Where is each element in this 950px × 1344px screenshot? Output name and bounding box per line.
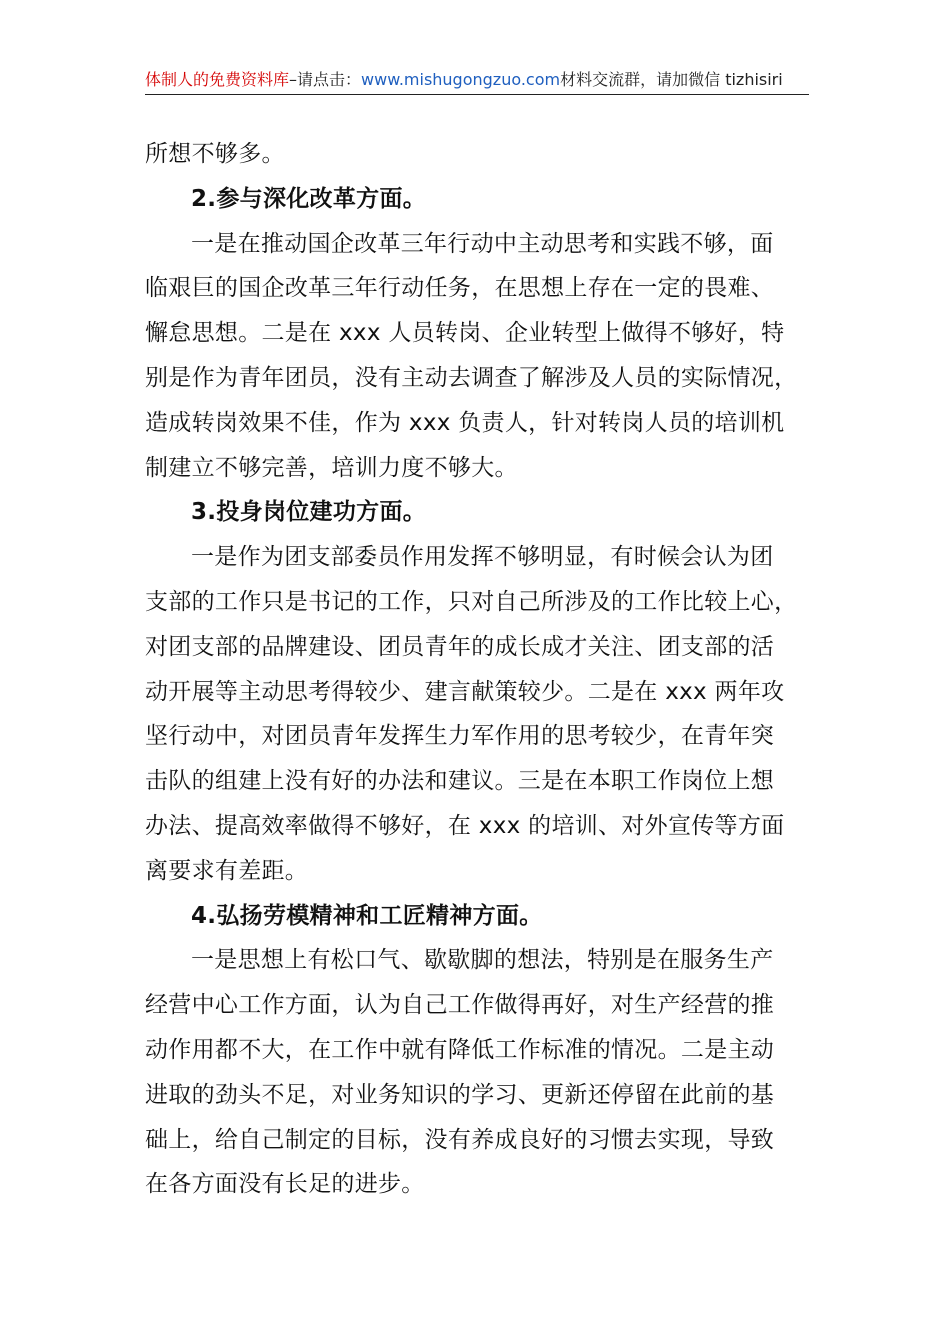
- paragraph-line: 造成转岗效果不佳，作为 xxx 负责人，针对转岗人员的培训机: [145, 409, 785, 436]
- paragraph-line: 础上，给自己制定的目标，没有养成良好的习惯去实现，导致: [145, 1126, 775, 1153]
- section-heading: 2.参与深化改革方面。: [191, 185, 427, 212]
- paragraph-line: 一是作为团支部委员作用发挥不够明显，有时候会认为团: [191, 544, 774, 571]
- header-prompt: –请点击：: [289, 70, 362, 89]
- paragraph-line: 临艰巨的国企改革三年行动任务，在思想上存在一定的畏难、: [145, 275, 775, 302]
- paragraph-line: 别是作为青年团员，没有主动去调查了解涉及人员的实际情况，: [145, 364, 798, 391]
- document-body: [145, 132, 809, 1207]
- paragraph-line: 对团支部的品牌建设、团员青年的成长成才关注、团支部的活: [145, 633, 775, 660]
- page-header: [145, 66, 809, 94]
- paragraph-line: 在各方面没有长足的进步。: [145, 1171, 425, 1198]
- paragraph-line: 办法、提高效率做得不够好，在 xxx 的培训、对外宣传等方面: [145, 812, 785, 839]
- paragraph-line: 所想不够多。: [145, 141, 285, 167]
- header-group-text: 材料交流群，请加微信 tizhisiri: [560, 70, 783, 89]
- paragraph-line: 进取的劲头不足，对业务知识的学习、更新还停留在此前的基: [145, 1081, 775, 1108]
- paragraph-line: 一是在推动国企改革三年行动中主动思考和实践不够，面: [191, 230, 774, 257]
- paragraph-line: 动开展等主动思考得较少、建言献策较少。二是在 xxx 两年攻: [145, 678, 785, 705]
- paragraph-line: 一是思想上有松口气、歇歇脚的想法，特别是在服务生产: [191, 947, 774, 974]
- paragraph-line: 坚行动中，对团员青年发挥生力军作用的思考较少，在青年突: [145, 723, 775, 750]
- paragraph-line: 支部的工作只是书记的工作，只对自己所涉及的工作比较上心，: [145, 588, 798, 615]
- header-site-name: 体制人的免费资料库: [145, 70, 290, 89]
- paragraph-line: 离要求有差距。: [145, 857, 309, 884]
- paragraph-line: 动作用都不大，在工作中就有降低工作标准的情况。二是主动: [145, 1036, 775, 1063]
- paragraph-line: 懈怠思想。二是在 xxx 人员转岗、企业转型上做得不够好，特: [145, 320, 785, 347]
- section-heading: 4.弘扬劳模精神和工匠精神方面。: [191, 902, 543, 929]
- section-heading: 3.投身岗位建功方面。: [191, 499, 427, 526]
- paragraph-line: 经营中心工作方面，认为自己工作做得再好，对生产经营的推: [145, 992, 775, 1019]
- paragraph-line: 击队的组建上没有好的办法和建议。三是在本职工作岗位上想: [145, 768, 775, 795]
- header-divider: [145, 94, 809, 95]
- paragraph-line: 制建立不够完善，培训力度不够大。: [145, 454, 518, 481]
- header-url-link[interactable]: www.mishugongzuo.com: [361, 70, 561, 89]
